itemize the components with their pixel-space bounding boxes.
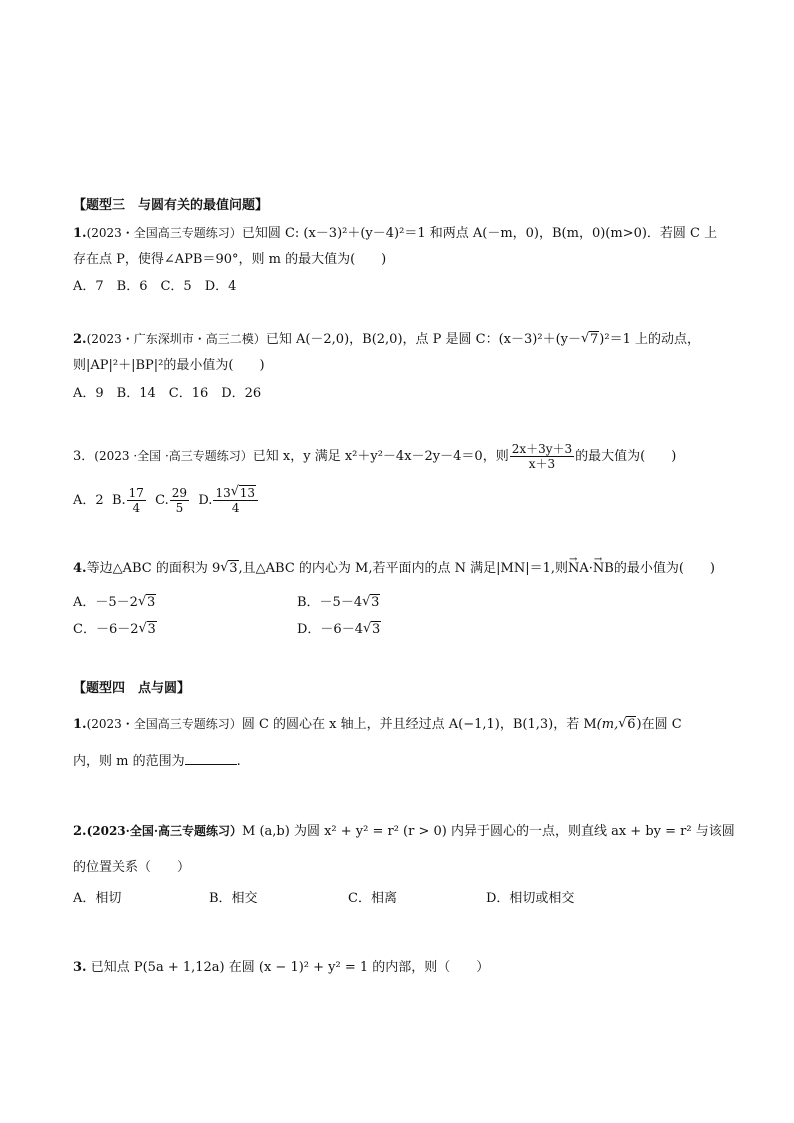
s3-q4-option-b [297,594,380,612]
radicand: 3 [146,595,156,610]
question-text: 已知圆 C: (x－3)²＋(y－4)²＝1 和两点 A(－m，0)，B(m，0)(m>0)．若圆 C 上 [241,226,718,241]
option-b-fraction [127,486,146,515]
section-4-title: 【题型四 点与圆】 [73,681,191,696]
option-d-label: D. [198,493,213,508]
option-c-label: C. [155,493,169,508]
question-text: 的最大值为( ) [575,449,677,464]
question-source: (2023·全国·高三专题练习） [86,824,243,838]
sqrt-expression [220,560,238,578]
sqrt-expression [138,594,156,612]
radicand: 13 [239,486,255,500]
radicand: 3 [371,622,381,637]
s3-q3-options [73,486,259,515]
s4-q2-option-a: A．相切 [73,891,122,906]
question-text: ,且△ABC 的内心为 M,若平面内的点 N 满足|MN|＝1,则 [238,561,568,576]
question-number: 2. [73,824,87,839]
dot-operator: · [588,561,593,576]
vector-na: → NA [568,560,589,578]
answer-blank [185,752,237,765]
denominator: 4 [231,501,240,515]
point-coordinates: (m, [596,717,619,732]
s4-q3-line1 [73,959,489,977]
question-source: (2023・全国高三专题练习） [86,717,242,731]
question-text: 的最小值为( ) [613,561,715,576]
s4-q2-option-c: C．相离 [348,891,397,906]
close-paren: ) [636,717,642,732]
denominator: 4 [132,501,141,515]
radicand: 3 [371,595,380,610]
option-text: B．－5－4 [297,595,363,610]
s3-q2-options: A．9 B．14 C．16 D．26 [73,386,262,401]
radicand: 6 [627,717,636,732]
question-text: 圆 C 的圆心在 x 轴上，并且经过点 A(−1,1)，B(1,3)，若 M [241,717,597,732]
s3-q1-line2: 存在点 P，使得∠APB＝90°，则 m 的最大值为( ) [73,252,387,267]
radicand: 3 [229,561,238,576]
sqrt-expression [139,621,157,639]
question-number: 4. [73,561,87,576]
question-text: 已知 x，y 满足 x²＋y²－4x－2y－4＝0，则 [252,449,509,464]
denominator: x＋3 [528,457,556,471]
s3-q1-line1 [73,224,717,243]
question-source: (2023・广东深圳市・高三二模） [86,332,266,346]
option-b-label: B. [111,493,126,508]
option-a: A．2 [73,493,104,508]
s4-q1-line1 [73,715,682,734]
s3-q4-line1 [73,560,715,578]
s3-q2-line1 [73,330,700,349]
s3-q4-options-row1 [73,594,156,612]
numerator: 17 [128,486,144,500]
denominator: 5 [175,501,184,515]
radicand: 3 [147,622,156,637]
question-number: 3. [73,960,87,975]
s4-q1-line2 [73,752,241,771]
vector-nb: → NB [593,560,614,578]
question-text: 等边△ABC 的面积为 9 [86,561,221,576]
s4-q2-line1 [73,822,735,841]
radicand: 7 [590,332,599,347]
fraction [510,442,574,471]
sqrt-expression [362,594,380,612]
question-text: 内，则 m 的范围为 [73,754,185,769]
question-text: )²＝1 上的动点， [599,332,700,347]
option-c-fraction [170,486,189,515]
question-source: (2023 ·全国 ·高三专题练习） [94,449,253,463]
question-text: 在圆 C [641,717,682,732]
question-text: 已知 A(－2,0)，B(2,0)，点 P 是圆 C：(x－3)²＋(y－ [265,332,581,347]
numerator [213,486,258,501]
option-d-fraction [213,486,258,515]
question-text: M (a,b) 为圆 x² + y² = r² (r > 0) 内异于圆心的一点，则直线 ax + by = r² 与该圆 [242,824,735,839]
s3-q1-options: A．7 B．6 C．5 D．4 [73,279,237,294]
option-text: C．－6－2 [73,622,139,637]
question-source: (2023・全国高三专题练习） [86,226,242,240]
question-number: 3． [73,449,95,464]
s3-q4-options-row2 [73,621,157,639]
sqrt-expression [618,716,636,734]
period: . [236,754,241,769]
coefficient: 13 [215,486,231,500]
section-3-title: 【题型三 与圆有关的最值问题】 [73,198,269,213]
numerator: 29 [171,486,188,500]
sqrt-expression [231,486,256,500]
option-text: A．－5－2 [73,595,138,610]
s4-q2-option-d: D．相切或相交 [486,891,575,906]
sqrt-expression [581,331,599,349]
option-text: D．－6－4 [297,622,363,637]
question-text: 已知点 P(5a + 1,12a) 在圆 (x − 1)² + y² = 1 的内部，则（ ） [90,960,490,975]
option-a [73,595,156,610]
sqrt-expression [363,621,381,639]
s3-q4-option-d [297,621,381,639]
question-number: 2. [73,332,87,347]
numerator: 2x＋3y＋3 [511,442,573,456]
s3-q2-line2: 则|AP|²＋|BP|²的最小值为( ) [73,358,265,373]
s3-q3-line1 [73,442,676,471]
question-number: 1. [73,717,87,732]
question-number: 1. [73,226,87,241]
s4-q2-line2: 的位置关系（ ） [73,860,191,875]
s4-q2-option-b: B．相交 [209,891,258,906]
